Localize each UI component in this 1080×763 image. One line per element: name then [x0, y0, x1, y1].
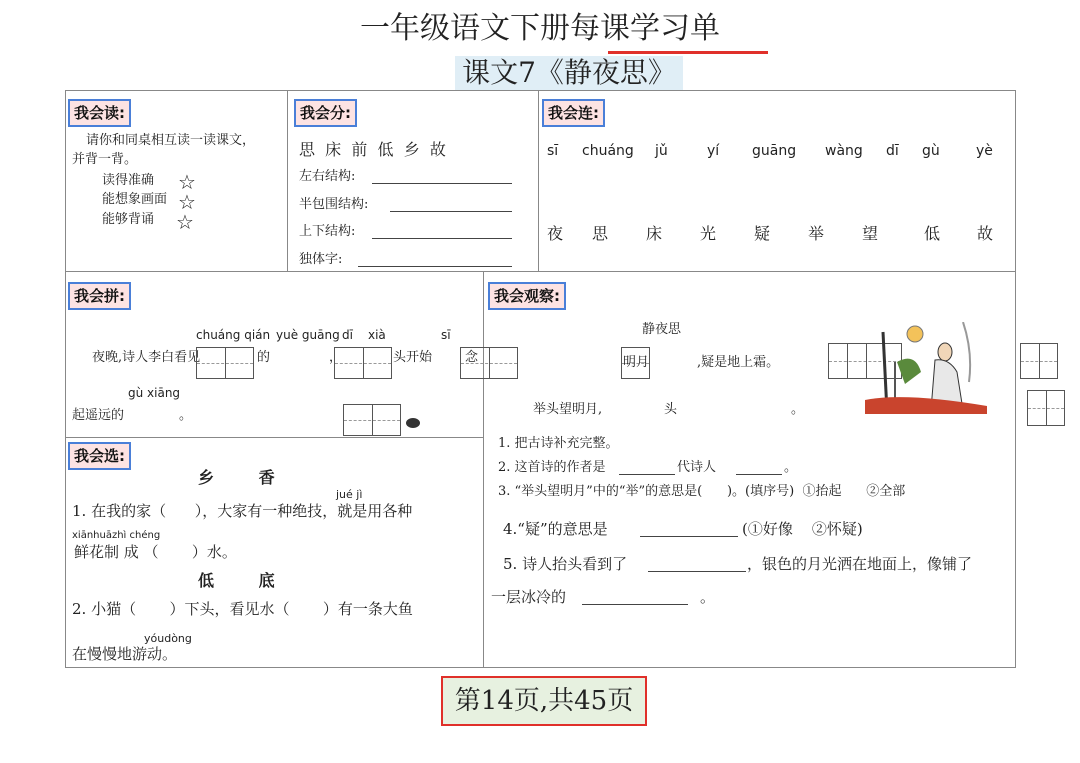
- answer-line[interactable]: [358, 265, 512, 267]
- observe-question: 一层冰冷的: [491, 588, 567, 606]
- connect-char[interactable]: 望: [862, 224, 879, 243]
- pinyin-hint: xià: [368, 328, 386, 342]
- choose-pair: 乡 香: [198, 468, 275, 487]
- answer-line[interactable]: [582, 603, 688, 605]
- pinyin-hint: jué jì: [336, 488, 363, 501]
- observe-question: 2. 这首诗的作者是: [498, 460, 606, 475]
- connect-pinyin[interactable]: chuáng: [582, 143, 634, 159]
- read-instruction: 并背一背。: [72, 152, 138, 167]
- title-underline: [608, 51, 768, 54]
- poem-line-text: 头: [664, 402, 678, 417]
- spell-text: 念: [465, 350, 479, 365]
- answer-line[interactable]: [390, 210, 512, 212]
- connect-char[interactable]: 床: [646, 224, 663, 243]
- connect-pinyin[interactable]: yí: [707, 143, 720, 159]
- poem-line-text: 。: [791, 402, 805, 417]
- page-indicator: 第14页,共45页: [441, 676, 647, 726]
- poem-title: 静夜思: [642, 322, 682, 337]
- classify-chars: 思 床 前 低 乡 故: [299, 140, 446, 159]
- star-icon[interactable]: ☆: [178, 190, 196, 214]
- poem-line-text: ,疑是地上霜。: [697, 355, 780, 370]
- connect-tag: 我会连:: [542, 99, 605, 127]
- observe-question: ，银色的月光洒在地面上，像铺了: [747, 555, 973, 573]
- answer-line[interactable]: [619, 473, 675, 475]
- writing-grid[interactable]: [196, 347, 254, 379]
- divider: [483, 271, 484, 668]
- pinyin-hint: sī: [441, 328, 451, 342]
- writing-grid[interactable]: [1020, 343, 1058, 379]
- connect-char[interactable]: 夜: [547, 224, 564, 243]
- spell-text: 头开始: [393, 350, 433, 365]
- observe-question: 。: [784, 460, 798, 475]
- observe-question: 3. “举头望明月”中的“举”的意思是( )。(填序号) ①抬起 ②全部: [498, 484, 906, 499]
- lesson-subtitle: 课文7《静夜思》: [455, 56, 683, 90]
- spell-text: 。: [179, 408, 193, 423]
- classify-tag: 我会分:: [294, 99, 357, 127]
- divider: [65, 437, 483, 438]
- read-instruction: 请你和同桌相互读一读课文，: [86, 133, 256, 148]
- read-tag: 我会读:: [68, 99, 131, 127]
- pinyin-hint: chuáng qián: [196, 328, 271, 342]
- connect-char[interactable]: 思: [592, 224, 609, 243]
- classify-row-label: 独体字:: [299, 252, 343, 267]
- read-item: 能够背诵: [102, 212, 155, 227]
- pinyin-hint: yóudòng: [144, 632, 192, 645]
- connect-pinyin[interactable]: wàng: [825, 143, 863, 159]
- connect-char[interactable]: 疑: [754, 224, 771, 243]
- observe-question: 代诗人: [677, 460, 717, 475]
- star-icon[interactable]: ☆: [176, 210, 194, 234]
- pinyin-hint: xiānhuāzhì chéng: [72, 530, 161, 541]
- choose-pair: 低 底: [198, 571, 275, 590]
- choose-sentence: 2. 小猫（ ）下头，看见水（ ）有一条大鱼: [72, 600, 413, 618]
- page-title: 一年级语文下册每课学习单: [360, 11, 720, 46]
- connect-pinyin[interactable]: yè: [976, 143, 993, 159]
- pinyin-hint: dī: [342, 328, 353, 342]
- observe-tag: 我会观察:: [488, 282, 566, 310]
- poet-illustration: [865, 322, 987, 414]
- connect-pinyin[interactable]: guāng: [752, 143, 797, 159]
- divider: [287, 90, 288, 271]
- choose-tag: 我会选:: [68, 442, 131, 470]
- observe-question: 4.“疑”的意思是: [503, 520, 608, 538]
- connect-pinyin[interactable]: sī: [547, 143, 559, 159]
- read-item: 读得准确: [102, 173, 155, 188]
- divider: [538, 90, 539, 271]
- spell-text: 夜晚,诗人李白看见: [92, 350, 201, 365]
- choose-sentence: 鲜花制 成 （ ）水。: [74, 543, 237, 561]
- pinyin-hint: gù xiāng: [128, 386, 181, 400]
- connect-char[interactable]: 故: [977, 224, 994, 243]
- answer-line[interactable]: [372, 182, 512, 184]
- connect-pinyin[interactable]: gù: [922, 143, 940, 159]
- poem-line-text: 明月: [623, 355, 650, 370]
- spell-text: ，: [329, 350, 343, 365]
- spell-text: 的: [257, 350, 271, 365]
- classify-row-label: 上下结构:: [299, 224, 356, 239]
- connect-char[interactable]: 举: [808, 224, 825, 243]
- star-icon[interactable]: ☆: [178, 170, 196, 194]
- read-item: 能想象画面: [102, 192, 168, 207]
- poem-line-text: 举头望明月,: [533, 402, 603, 417]
- connect-pinyin[interactable]: jǔ: [655, 143, 668, 159]
- writing-grid[interactable]: [1027, 390, 1065, 426]
- answer-line[interactable]: [648, 570, 746, 572]
- classify-row-label: 左右结构:: [299, 169, 356, 184]
- answer-line[interactable]: [640, 535, 738, 537]
- observe-question: (①好像 ②怀疑): [742, 520, 863, 538]
- connect-char[interactable]: 低: [924, 224, 941, 243]
- answer-line[interactable]: [372, 237, 512, 239]
- spell-text: 起遥远的: [72, 408, 125, 423]
- answer-line[interactable]: [736, 473, 782, 475]
- observe-question: 。: [700, 588, 716, 606]
- choose-sentence: 1. 在我的家（ ），大家有一种绝技，就是用各种: [72, 502, 413, 520]
- writing-grid[interactable]: [334, 347, 392, 379]
- divider: [65, 271, 1016, 272]
- spell-tag: 我会拼:: [68, 282, 131, 310]
- writing-grid[interactable]: [343, 404, 401, 436]
- classify-row-label: 半包围结构:: [299, 197, 369, 212]
- pinyin-hint: yuè guāng: [276, 328, 340, 342]
- connect-char[interactable]: 光: [700, 224, 717, 243]
- choose-sentence: 在慢慢地游动。: [72, 645, 178, 663]
- ink-blot-icon: [406, 418, 420, 428]
- observe-question: 5. 诗人抬头看到了: [503, 555, 628, 573]
- connect-pinyin[interactable]: dī: [886, 143, 899, 159]
- observe-question: 1. 把古诗补充完整。: [498, 436, 619, 451]
